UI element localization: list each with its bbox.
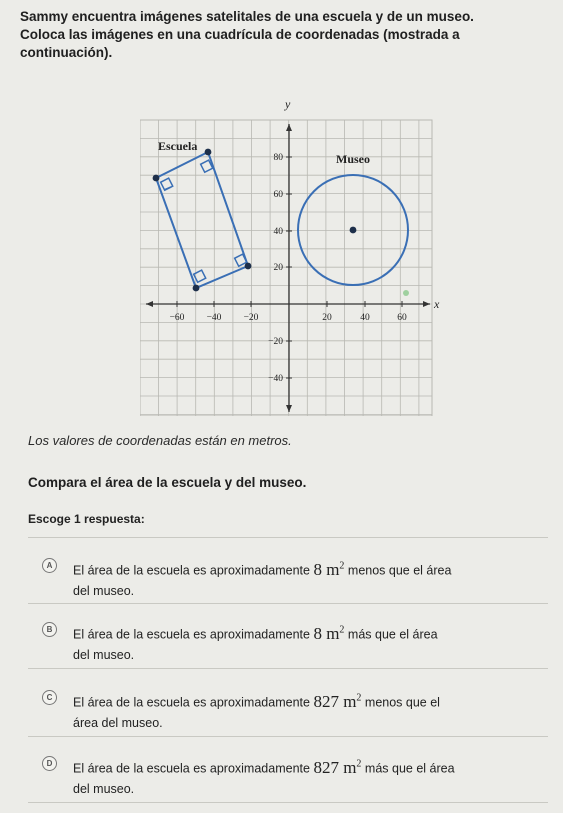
school-label: Escuela	[158, 139, 198, 153]
divider	[28, 736, 548, 737]
option-text	[73, 556, 553, 601]
y-tick-label: −20	[268, 337, 283, 347]
divider	[28, 537, 548, 538]
option-value: 8	[313, 623, 322, 643]
option-text-end: más que el área	[364, 761, 455, 776]
option-text	[73, 620, 553, 665]
y-tick-label: −40	[268, 374, 283, 384]
option-quantity	[313, 624, 344, 643]
option-text	[73, 754, 553, 799]
option-text-line2: área del museo.	[73, 715, 163, 730]
option-quantity	[313, 692, 361, 711]
x-tick-label: −60	[169, 313, 185, 323]
option-unit: m	[326, 559, 340, 579]
answer-option-c[interactable]	[28, 688, 548, 732]
intro-line: Sammy encuentra imágenes satelitales de una escuela y de un museo.	[20, 9, 474, 24]
option-text-start: El área de la escuela es aproximadamente	[73, 761, 310, 776]
x-tick-label: 60	[397, 313, 407, 323]
y-tick-label: 60	[273, 190, 283, 200]
option-text-line2: del museo.	[73, 647, 135, 662]
option-text-line2: del museo.	[73, 583, 135, 598]
divider	[28, 802, 548, 803]
option-text-line2: del museo.	[73, 781, 135, 796]
y-tick-label: 40	[273, 227, 283, 237]
option-value: 827	[313, 757, 339, 777]
school-vertex-point	[193, 285, 200, 292]
intro-line: continuación).	[20, 45, 113, 60]
y-tick-label: 80	[273, 153, 283, 163]
x-tick-label: −20	[243, 313, 259, 323]
choose-label: Escoge 1 respuesta:	[28, 512, 145, 526]
problem-intro	[20, 8, 550, 62]
option-letter-circle[interactable]: B	[42, 622, 57, 637]
option-text-start: El área de la escuela es aproximadamente	[73, 563, 310, 578]
x-axis-label: x	[434, 297, 440, 311]
x-tick-label: 40	[360, 313, 370, 323]
x-tick-label: −40	[206, 313, 222, 323]
option-text-end: menos que el	[364, 695, 440, 710]
divider	[28, 668, 548, 669]
option-text	[73, 688, 553, 733]
y-axis-label: y	[285, 97, 291, 111]
option-unit-exponent: 2	[339, 624, 345, 635]
option-unit: m	[343, 757, 357, 777]
answer-option-d[interactable]	[28, 754, 548, 798]
divider	[28, 603, 548, 604]
school-vertex-point	[153, 175, 160, 182]
school-vertex-point	[205, 149, 212, 156]
museum-center-point	[350, 227, 357, 234]
option-letter-circle[interactable]: A	[42, 558, 57, 573]
option-text-end: menos que el área	[347, 563, 452, 578]
y-tick-label: 20	[273, 263, 283, 273]
school-vertex-point	[245, 263, 252, 270]
question-text: Compara el área de la escuela y del museo.	[28, 475, 307, 490]
option-value: 827	[313, 691, 339, 711]
option-quantity	[313, 560, 344, 579]
x-tick-label: 20	[322, 313, 332, 323]
option-value: 8	[313, 559, 322, 579]
option-text-start: El área de la escuela es aproximadamente	[73, 695, 310, 710]
intro-line: Coloca las imágenes en una cuadrícula de coordenadas (mostrada a	[20, 27, 460, 42]
coordinate-grid-svg	[140, 96, 440, 416]
option-unit: m	[343, 691, 357, 711]
coordinate-grid	[140, 96, 440, 416]
option-letter-circle[interactable]: C	[42, 690, 57, 705]
answer-option-b[interactable]	[28, 620, 548, 664]
option-quantity	[313, 758, 361, 777]
option-letter-circle[interactable]: D	[42, 756, 57, 771]
option-text-start: El área de la escuela es aproximadamente	[73, 627, 310, 642]
units-note: Los valores de coordenadas están en metros.	[28, 433, 292, 448]
option-unit-exponent: 2	[356, 692, 362, 703]
option-text-end: más que el área	[347, 627, 438, 642]
option-unit-exponent: 2	[339, 560, 345, 571]
museum-label: Museo	[336, 152, 370, 166]
option-unit-exponent: 2	[356, 758, 362, 769]
answer-option-a[interactable]	[28, 556, 548, 600]
option-unit: m	[326, 623, 340, 643]
museum-edge-point	[403, 290, 409, 296]
